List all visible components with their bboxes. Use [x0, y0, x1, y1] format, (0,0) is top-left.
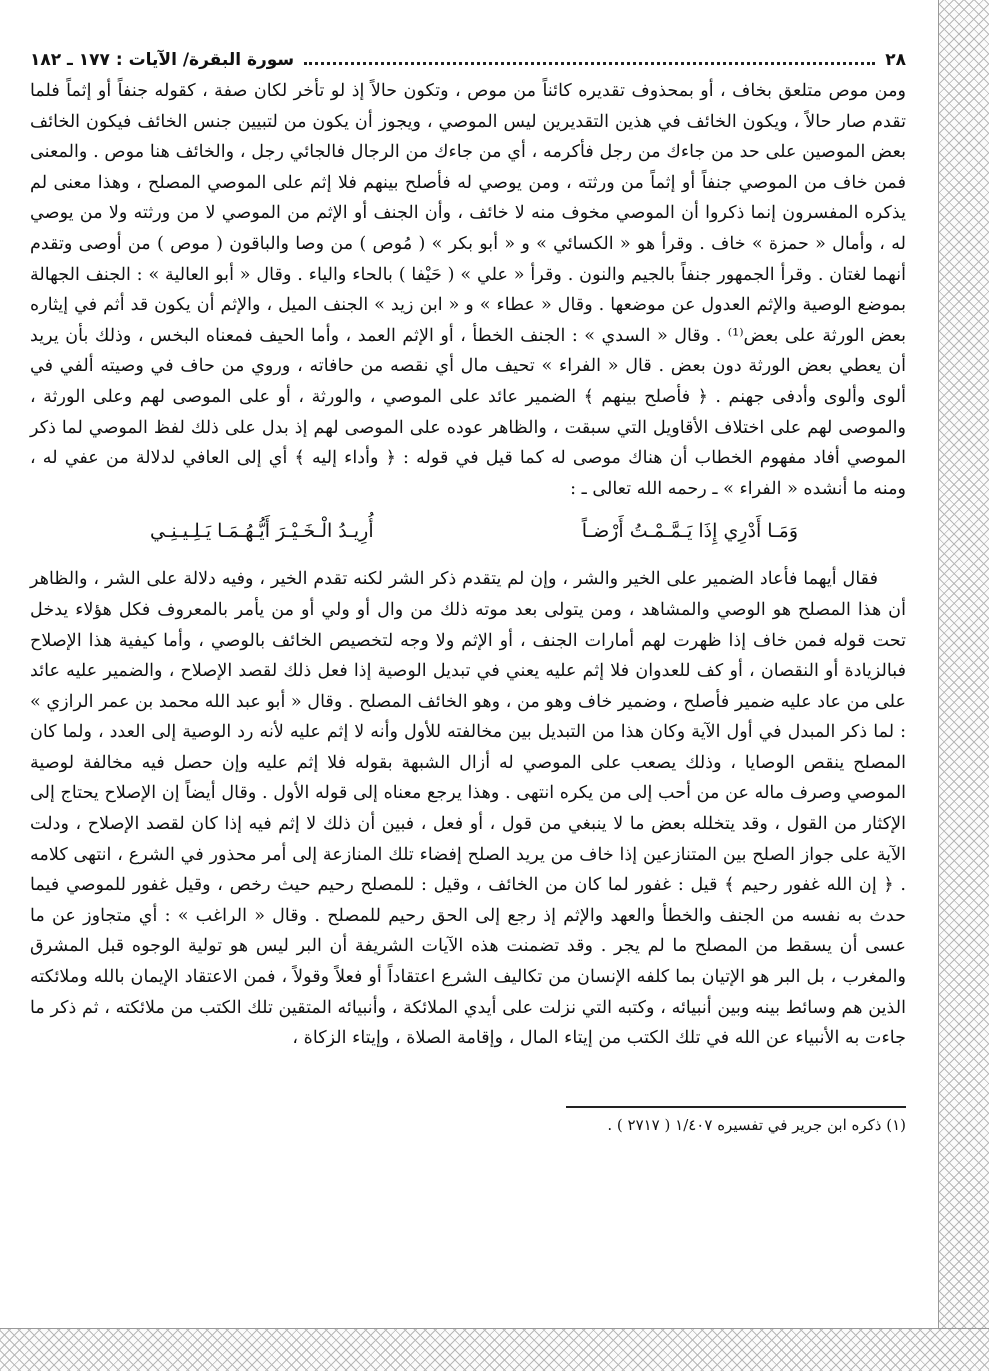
paragraph-2: فقال أيهما فأعاد الضمير على الخير والشر ، وإن لم يتقدم ذكر الشر لكنه تقدم الخير ، وفيه دلالة على الشر ، والظاهر أن هذا المصلح هو الوصي والمشاهد ، ومن يتولى بعد موته ذلك من وال أو ولي أو من يأمر بالمعروف فكل هؤلاء يدخل تحت قوله فمن خاف إذا ظهرت لهم أمارات الجنف ، أو الإثم ولا وجه لتخصيص الخائف بالوصي ، وأما كيفية هذا الإصلاح فبالزيادة أو النقصان ، أو كف للعدوان فلا إثم عليه يعني في تبديل الوصية إذا فعل ذلك لقصد الإصلاح ، والضمير عليه عائد على من عاد عليه ضمير فأصلح ، وضمير خاف وهو من ، وهو الخائف المصلح . وقال « أبو عبد الله محمد بن عمر الرازي » : لما ذكر المبدل في أول الآية وكان هذا من التبديل بين مخالفته للأول وأنه لا إثم عليه لأنه رد الوصية إلى العدد ، ولما كان المصلح ينقص الوصايا ، وذلك يصعب على الموصي له أزال الشبهة بقوله فلا إثم عليه وإن حصل فيه مخالفة لوصية الموصي وصرف ماله عن من أحب إلى من يكره انتهى . وهذا يرجع معناه إلى قوله الأول . وقال أيضاً إن الإصلاح يحتاج إلى الإكثار من القول ، وقد يتخلله بعض ما لا ينبغي من قول ، أو فعل ، فبين أن ذلك لا إثم فيه إذا كان لقصد الإصلاح ، ودلت الآية على جواز الصلح بين المتنازعين إذا خاف من يريد الصلح إفضاء تلك المنازعة إلى أمر محذور في الشرع ، انتهى كلامه . ﴿ إن الله غفور رحيم ﴾ قيل : غفور لما كان من الخائف ، وقيل : للمصلح رحيم حيث رخص ، وقيل غفور للموصي فيما حدث به نفسه من الجنف والخطأ والعهد والإثم إذ رجع إلى الحق رحيم للمصلح . وقال « الراغب » : أي متجاوز عن ما عسى أن يسقط من المصلح ما لم يجر . وقد تضمنت هذه الآيات الشريفة أن البر ليس هو تولية الوجوه قبل المشرق والمغرب ، بل البر هو الإتيان بما كلفه الإنسان من تكاليف الشرع اعتقاداً أو فعلاً وقولاً ، فمن الاعتقاد الإيمان بالله وملائكته الذين هم وسائط بينه وبين أنبيائه ، وكتبه التي نزلت على أيدي الملائكة ، وأنبيائه المتقين تلك الكتب من ملائكته ، ثم ذكر ما جاءت به الأنبياء عن الله في تلك الكتب من إيتاء المال ، وإقامة الصلاة ، وإيتاء الزكاة ، [30, 569, 906, 1049]
main-text [30, 76, 906, 1054]
paragraph-1: ومن موص متلعق بخاف ، أو بمحذوف تقديره كائناً من موص ، وتكون حالاً إذ لو تأخر لكان صفة ، كقوله جنفاً أو إثماً فلما تقدم صار حالاً ، ويكون الخائف في هذين التقديرين ليس الموصي ، ويجوز أن يكون من لتبيين جنس الخائف فيكون الخائف بعض الموصين على حد من جاءك من رجل فأكرمه ، أي من جاءك من الرجال فالجائي رجل ، والخائف هنا موص . والمعنى فمن خاف من الموصي جنفاً أو إثماً من ورثته ، ومن يوصي له فأصلح بينهم فلا إثم على الموصي المصلح ، وهذا معنى لم يذكره المفسرون إنما ذكروا أن الموصي مخوف منه لا خائف ، وأن الجنف أو الإثم من الموصي لا من ورثته ولا من يوصي له ، وأمال « حمزة » خاف . وقرأ هو « الكسائي » و « أبو بكر » ( مُوص ) من وصا والباقون ( موص ) من أوصى وتقدم أنهما لغتان . وقرأ الجمهور جنفاً بالجيم والنون . وقرأ « علي » ( حَيْفا ) بالحاء والياء . وقال « أبو العالية » : الجنف الجهالة بموضع الوصية والإثم العدول عن موضعها . وقال « عطاء » و « ابن زيد » الجنف الميل ، والإثم أن يكون قد أثم في إيثاره بعض الورثة على بعض⁽¹⁾ . وقال « السدي » : الجنف الخطأ ، أو الإثم العمد ، وأما الحيف فمعناه البخس ، وذلك بأن يريد أن يعطي بعض الورثة دون بعض . قال « الفراء » تحيف مال أي نقصه من حافاته ، وروي من حاف في وصيته ألفي في ألوى وألوى وأدفى جهنم . ﴿ فأصلح بينهم ﴾ الضمير عائد على الموصي ، والورثة ، أو على الموصى لهم وعلى الورثة ، والموصى لهم على اختلاف الأقاويل التي سبقت ، والظاهر عوده على الموصى لهم إذ بدل على ذلك لفظ الموصي لما ذكر الموصي أفاد مفهوم الخطاب أن هناك موصى له كما قيل في قوله : ﴿ وأداء إليه ﴾ أي إلى العافي لدلالة من عفي له ، ومنه ما أنشده « الفراء » ـ رحمه الله تعالى ـ : [30, 81, 906, 499]
footnote-separator [566, 1106, 906, 1108]
poem-hemistich-2: أُرِيـدُ الْـخَـيْـرَ أَيُّـهُـمَـا يَـلِـيـنِـي [150, 520, 374, 543]
poem-verse [150, 514, 798, 548]
poem-hemistich-1: وَمَـا أَدْرِي إِذَا يَـمَّـمْـتُ أَرْضـاً [581, 520, 798, 543]
decorative-border-right [938, 0, 989, 1371]
decorative-border-bottom [0, 1328, 989, 1371]
page [30, 44, 906, 1136]
footnote: (١) ذكره ابن جرير في تفسيره ١/٤٠٧ ( ٢٧١٧ ) . [607, 1115, 906, 1134]
running-title: سورة البقرة/ الآيات : ١٧٧ ـ ١٨٢ [30, 50, 295, 70]
header-dotted-leader [304, 62, 875, 65]
page-header [30, 44, 906, 76]
page-number: ٢٨ [885, 50, 906, 70]
